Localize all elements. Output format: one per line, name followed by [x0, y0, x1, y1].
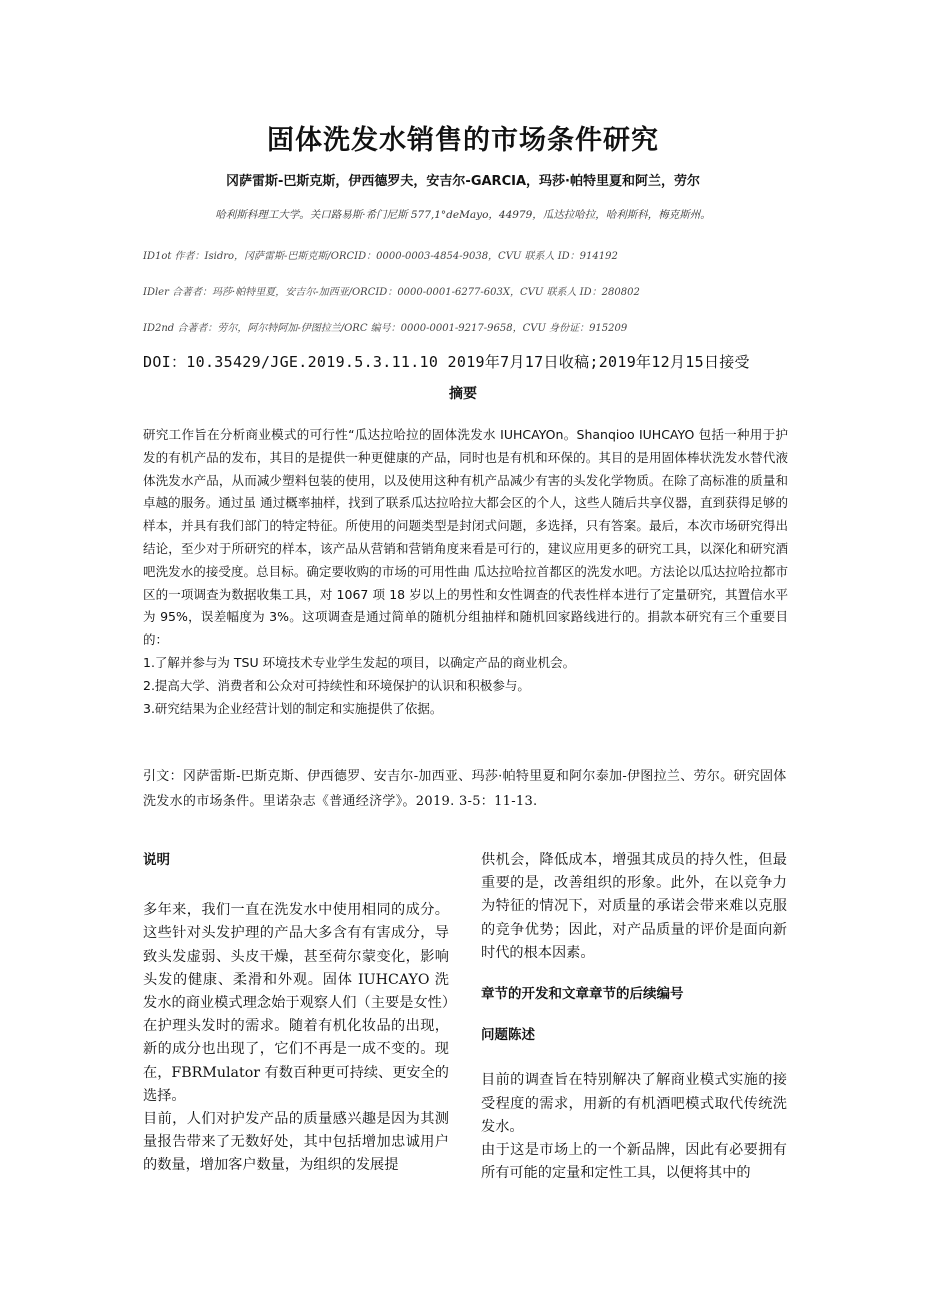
section-heading-intro: 说明 [143, 852, 170, 868]
intro-paragraph-continued: 供机会，降低成本，增强其成员的持久性，但最重要的是，改善组织的形象。此外，在以竞争力为特征的情况下，对质量的承诺会带来难以克服的竞争优势；因此，对产品质量的评价是面向新时代的根本因素。 [481, 852, 787, 961]
intro-paragraph-1: 多年来，我们一直在洗发水中使用相同的成分。这些针对头发护理的产品大多含有有害成分，导致头发虚弱、头皮干燥，甚至荷尔蒙变化，影响头发的健康、柔滑和外观。固体 IUHCAYO 洗发水的商业模式理念始于观察人们（主要是女性）在护理头发时的需求。随着有机化妆品的出现，新的成分也出现了，它们不再是一成不变的。现在，FBRMulator 有数百种更可持续、更安全的选择。 [143, 902, 449, 1104]
citation: 引文：冈萨雷斯-巴斯克斯、伊西德罗、安吉尔-加西亚、玛莎·帕特里夏和阿尔泰加-伊图拉兰、劳尔。研究固体洗发水的市场条件。里诺杂志《普通经济学》。2019. 3-5：11-13. [143, 769, 787, 809]
author-list: 冈萨雷斯-巴斯克斯，伊西德罗夫，安吉尔-GARCIA，玛莎·帕特里夏和阿兰，劳尔 [226, 174, 700, 189]
abstract-body [143, 424, 788, 720]
abstract-item-1: 1.了解并参与为 TSU 环境技术专业学生发起的项目，以确定产品的商业机会。 [143, 654, 576, 670]
author-id-line-2: IDler 合著者：玛莎·帕特里夏，安吉尔-加西亚/ORCID：0000-0001-6277-603X，CVU 联系人 ID：280802 [143, 287, 640, 298]
author-id-line-1: ID1ot 作者：Isidro，冈萨雷斯-巴斯克斯/ORCID：0000-0003-4854-9038，CVU 联系人 ID：914192 [143, 251, 618, 262]
doi-line: DOI：10.35429/JGE.2019.5.3.11.10 2019年7月17日收稿;2019年12月15日接受 [143, 353, 750, 371]
abstract-heading: 摘要 [449, 386, 477, 402]
left-column [143, 849, 449, 1178]
intro-paragraph-2: 目前，人们对护发产品的质量感兴趣是因为其测量报告带来了无数好处，其中包括增加忠诚用户的数量，增加客户数量，为组织的发展提 [143, 1111, 449, 1174]
problem-paragraph-2: 由于这是市场上的一个新品牌，因此有必要拥有所有可能的定量和定性工具，以便将其中的 [481, 1142, 787, 1182]
author-id-line-3: ID2nd 合著者：劳尔，阿尔特阿加-伊图拉兰/ORC 编号：0000-0001-9217-9658，CVU 身份证：915209 [143, 323, 628, 334]
abstract-item-2: 2.提高大学、消费者和公众对可持续性和环境保护的认识和积极参与。 [143, 677, 530, 693]
abstract-text: 研究工作旨在分析商业模式的可行性“瓜达拉哈拉的固体洗发水 IUHCAYOn。Shanqioo IUHCAYO 包括一种用于护发的有机产品的发布，其目的是提供一种更健康的产品，同时也是有机和环保的。其目的是用固体棒状洗发水替代液体洗发水产品，从而减少塑料包装的使用，以及使用这种有机产品减少有害的头发化学物质。在除了高标准的质量和卓越的服务。通过虽 通过概率抽样，找到了联系瓜达拉哈拉大都会区的个人，这些人随后共享仪器，直到获得足够的样本，并具有我们部门的特定特征。所使用的问题类型是封闭式问题，多选择，只有答案。最后，本次市场研究得出结论，至少对于所研究的样本，该产品从营销和营销角度来看是可行的，建议应用更多的研究工具，以深化和研究酒吧洗发水的接受度。总目标。确定要收购的市场的可用性曲 瓜达拉哈拉首都区的洗发水吧。方法论以瓜达拉哈拉都市区的一项调查为数据收集工具，对 1067 项 18 岁以上的男性和女性调查的代表性样本进行了定量研究，其置信水平为 95%，误差幅度为 3%。这项调查是通过简单的随机分组抽样和随机回家路线进行的。捐款本研究有三个重要目的： [143, 427, 788, 648]
problem-paragraph-1: 目前的调查旨在特别解决了解商业模式实施的接受程度的需求，用新的有机酒吧模式取代传统洗发水。 [481, 1072, 787, 1135]
abstract-item-3: 3.研究结果为企业经营计划的制定和实施提供了依据。 [143, 700, 443, 716]
affiliation: 哈利斯科理工大学。关口路易斯·希门尼斯 577,1°deMayo，44979，瓜达拉哈拉，哈利斯科，梅克斯州。 [215, 209, 711, 221]
section-heading-development: 章节的开发和文章章节的后续编号 [481, 986, 684, 1003]
right-column [481, 849, 787, 1185]
section-heading-problem: 问题陈述 [481, 1027, 535, 1044]
paper-title: 固体洗发水销售的市场条件研究 [267, 125, 659, 156]
